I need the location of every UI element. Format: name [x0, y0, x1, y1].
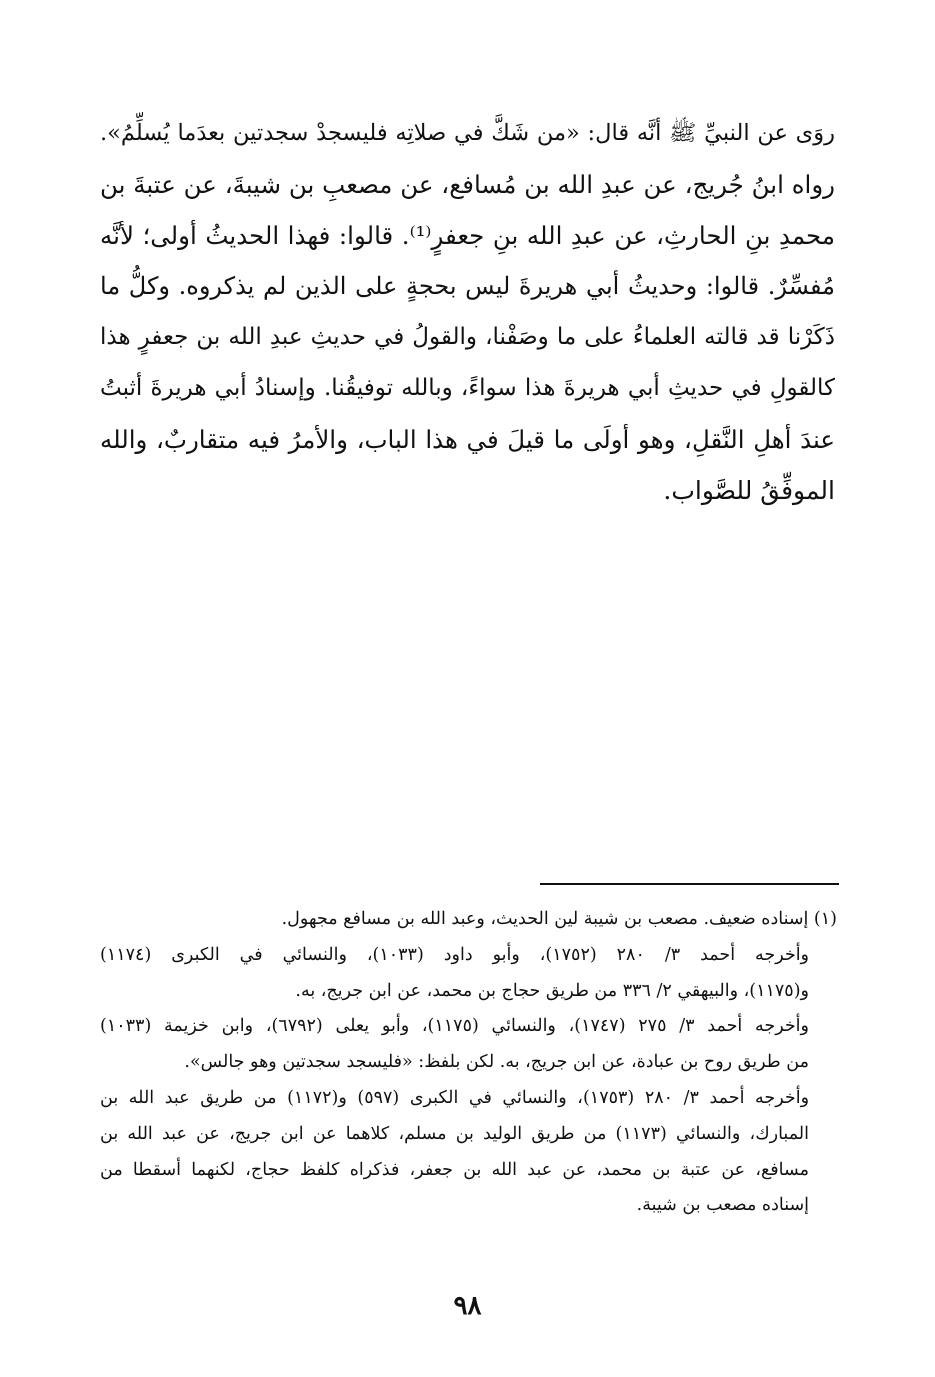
- footnote-line: مسافع، عن عتبة بن محمد، عن عبد الله بن جعفر، فذكراه كلفظ حجاج، لكنهما أسقطا من: [100, 1159, 809, 1180]
- footnote-line: وأخرجه أحمد ٣/ ٢٨٠ (١٧٥٢)، وأبو داود (١٠٣٣)، والنسائي في الكبرى (١١٧٤): [100, 944, 810, 965]
- footnotes-block: [100, 902, 837, 1224]
- footnote-line: من طريق روح بن عبادة، عن ابن جريج، به. لكن بلفظ: «فليسجد سجدتين وهو جالس».: [184, 1052, 809, 1073]
- main-text-line: رواه ابنُ جُريج، عن عبدِ الله بن مُسافع، عن مصعبِ بن شيبةَ، عن عتبةَ بن: [100, 170, 835, 199]
- footnote-line: إسناده مصعب بن شيبة.: [636, 1195, 809, 1216]
- footnote-line: المبارك، والنسائي (١١٧٣) من طريق الوليد بن مسلم، كلاهما عن ابن جريج، عن عبد الله بن: [100, 1123, 810, 1144]
- main-text-line: كالقولِ في حديثِ أبي هريرةَ هذا سواءً، وبالله توفيقُنا. وإسنادُ أبي هريرةَ أثبتُ: [100, 375, 835, 401]
- footnote-line: وأخرجه أحمد ٣/ ٢٧٥ (١٧٤٧)، والنسائي (١١٧٥)، وأبو يعلى (٦٧٩٢)، وابن خزيمة (١٠٣٣): [100, 1016, 809, 1037]
- footnote-line: وأخرجه أحمد ٣/ ٢٨٠ (١٧٥٣)، والنسائي في الكبرى (٥٩٧) و(١١٧٢) من طريق عبد الله بن: [100, 1087, 810, 1108]
- main-text-line: محمدِ بنِ الحارثِ، عن عبدِ الله بنِ جعفرٍ⁽¹⁾. قالوا: فهذا الحديثُ أولى؛ لأنَّه: [100, 221, 835, 250]
- footnote-line: و(١١٧٥)، والبيهقي ٢/ ٣٣٦ من طريق حجاج بن محمد، عن ابن جريج، به.: [295, 980, 809, 1001]
- footnote-separator: [540, 883, 839, 885]
- page-number: ٩٨: [453, 1291, 482, 1321]
- main-text-block: [100, 108, 835, 516]
- main-text-line: الموفِّقُ للصَّواب.: [663, 476, 835, 505]
- main-text-line: ذَكَرْنا قد قالته العلماءُ على ما وصَفْنا، والقولُ في حديثِ عبدِ الله بن جعفرٍ هذا: [100, 324, 835, 350]
- main-text-line: روَى عن النبيِّ ﷺ أنَّه قال: «من شَكَّ في صلاتِه فليسجدْ سجدتين بعدَما يُسلِّمُ».: [100, 120, 835, 146]
- footnote-line: (١) إسناده ضعيف. مصعب بن شيبة لين الحديث، وعبد الله بن مسافع مجهول.: [281, 909, 837, 929]
- main-text-line: مُفسِّرٌ. قالوا: وحديثُ أبي هريرةَ ليس بحجةٍ على الذين لم يذكروه. وكلُّ ما: [100, 272, 835, 300]
- main-text-line: عندَ أهلِ النَّقلِ، وهو أولَى ما قيلَ في هذا الباب، والأمرُ فيه متقاربٌ، والله: [100, 425, 835, 454]
